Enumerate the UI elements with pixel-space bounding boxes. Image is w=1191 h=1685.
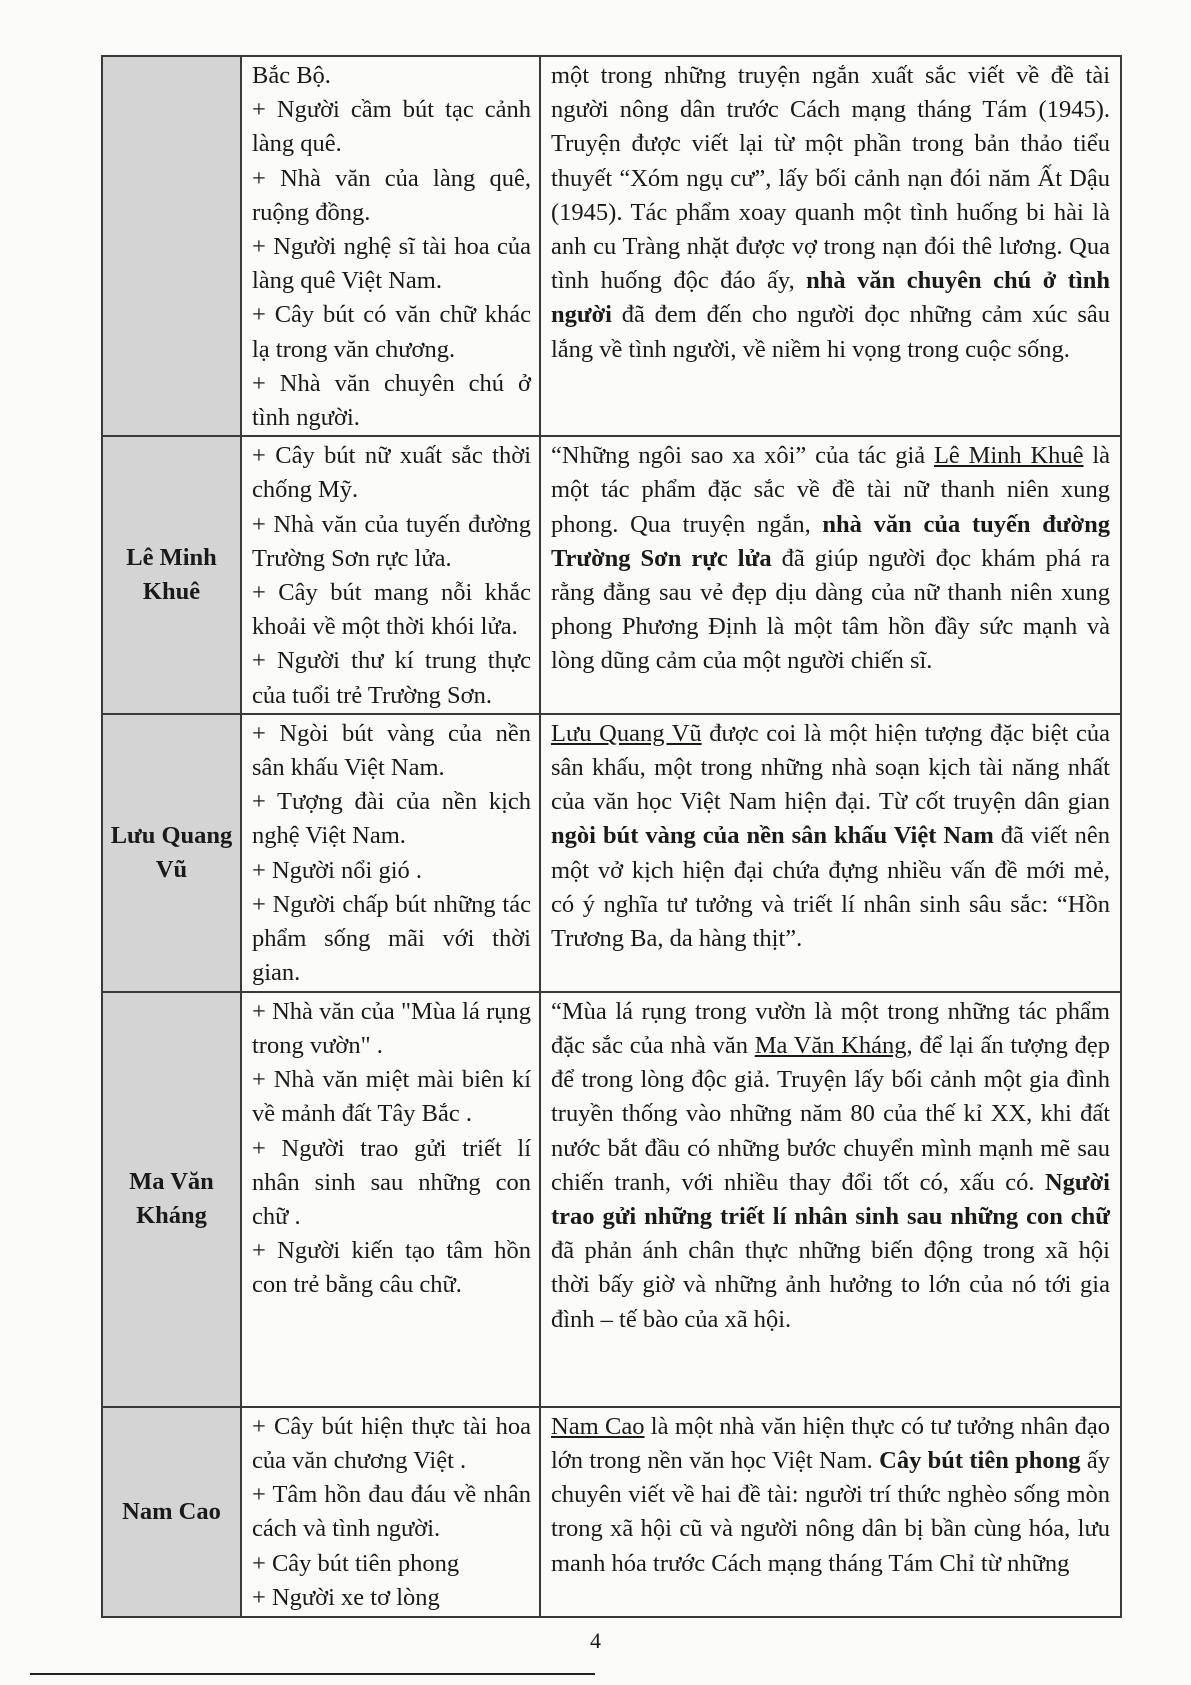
description-bold-phrase: nhà văn của tuyến đường Trường Sơn rực lửa bbox=[551, 510, 1110, 572]
description-text: đã giúp người đọc khám phá ra rằng đằng sau vẻ đẹp dịu dàng của nữ thanh niên xung phong Phương Định là một tâm hồn đầy sức mạnh và lòng dũng cảm của một người chiến sĩ. bbox=[551, 544, 1111, 675]
epithet-item: + Người nổi gió . bbox=[252, 856, 423, 884]
author-name-underlined: Nam Cao bbox=[551, 1412, 645, 1440]
epithet-item: + Người xe tơ lòng bbox=[252, 1583, 440, 1611]
description-text: ấy chuyên viết về hai đề tài: người trí thức nghèo sống mòn trong xã hội cũ và người nông dân bị bần cùng hóa, lưu manh hóa trước Cách mạng tháng Tám Chỉ từ những bbox=[551, 1447, 1110, 1577]
description-cell bbox=[540, 992, 1121, 1407]
epithet-item: + Cây bút tiên phong bbox=[252, 1549, 460, 1577]
epithets-cell bbox=[241, 1407, 540, 1617]
epithet-item: Bắc Bộ. bbox=[252, 62, 331, 89]
epithet-item: + Nhà văn của làng quê, ruộng đồng. bbox=[252, 164, 531, 226]
description-bold-phrase: Cây bút tiên phong bbox=[879, 1447, 1081, 1475]
table-row bbox=[102, 714, 1121, 992]
epithet-item: + Cây bút mang nỗi khắc khoải về một thời khói lửa. bbox=[252, 579, 531, 641]
description-text: là một nhà văn hiện thực có tư tưởng nhân đạo lớn trong nền văn học Việt Nam. bbox=[551, 1412, 1111, 1475]
author-name-cell: Ma Văn Kháng bbox=[102, 992, 241, 1407]
description-cell bbox=[540, 1407, 1121, 1617]
description-text: một trong những truyện ngắn xuất sắc viết về đề tài người nông dân trước Cách mạng tháng Tám (1945). Truyện được viết lại từ một phần trong bản thảo tiểu thuyết “Xóm ngụ cư”, lấy bối cảnh nạn đói năm Ất Dậu (1945). Tác phẩm xoay quanh một tình huống bi hài là anh cu Tràng nhặt được vợ trong nạn đói thê lương. Qua tình huống độc đáo ấy, bbox=[551, 62, 1110, 295]
author-name-cell bbox=[102, 56, 241, 436]
epithet-item: + Cây bút hiện thực tài hoa của văn chương Việt . bbox=[252, 1412, 531, 1475]
footer-divider bbox=[30, 1673, 595, 1675]
epithets-cell bbox=[241, 436, 540, 714]
epithet-item: + Nhà văn chuyên chú ở tình người. bbox=[252, 369, 531, 432]
description-text: đã phản ánh chân thực những biến động trong xã hội thời bấy giờ và những ảnh hưởng to lớn của nó tới gia đình – tế bào của xã hội. bbox=[551, 1237, 1110, 1333]
epithet-item: + Người chấp bút những tác phẩm sống mãi với thời gian. bbox=[252, 890, 531, 987]
description-text: được coi là một hiện tượng đặc biệt của sân khấu, một trong những nhà soạn kịch tài năng nhất của văn học Việt Nam hiện đại. Từ cốt truyện dân gian bbox=[551, 719, 1111, 816]
description-text: “Mùa lá rụng trong vườn là một trong những tác phẩm đặc sắc của nhà văn bbox=[551, 997, 1110, 1060]
description-bold-phrase: nhà văn chuyên chú ở tình người bbox=[551, 267, 1110, 329]
author-name-cell: Nam Cao bbox=[102, 1407, 241, 1617]
author-name-underlined: Ma Văn Kháng bbox=[754, 1032, 907, 1060]
description-text: , để lại ấn tượng đẹp để trong lòng độc giả. Truyện lấy bối cảnh một gia đình truyền thống vào những năm 80 của thế kỉ XX, khi đất nước bắt đầu có những bước chuyển mình mạnh mẽ sau chiến tranh, với nhiều thay đổi tốt có, xấu có. bbox=[551, 1032, 1111, 1196]
authors-table bbox=[101, 55, 1122, 1618]
table-row bbox=[102, 436, 1121, 714]
epithet-item: + Nhà văn của tuyến đường Trường Sơn rực lửa. bbox=[252, 510, 531, 572]
author-name-cell: Lưu Quang Vũ bbox=[102, 714, 241, 992]
epithets-cell bbox=[241, 714, 540, 992]
epithet-item: + Người nghệ sĩ tài hoa của làng quê Việt Nam. bbox=[252, 233, 531, 295]
epithet-item: + Người kiến tạo tâm hồn con trẻ bằng câu chữ. bbox=[252, 1237, 531, 1299]
epithet-item: + Người cầm bút tạc cảnh làng quê. bbox=[252, 96, 531, 158]
page-number: 4 bbox=[590, 1628, 601, 1653]
description-text: “Những ngôi sao xa xôi” của tác giả bbox=[551, 442, 934, 470]
epithet-item: + Nhà văn miệt mài biên kí về mảnh đất Tây Bắc . bbox=[252, 1066, 531, 1128]
author-name-underlined: Lưu Quang Vũ bbox=[551, 719, 702, 747]
epithet-item: + Người trao gửi triết lí nhân sinh sau những con chữ . bbox=[252, 1134, 531, 1231]
description-cell bbox=[540, 714, 1121, 992]
description-bold-phrase: Người trao gửi những triết lí nhân sinh sau những con chữ bbox=[551, 1168, 1110, 1231]
epithet-item: + Nhà văn của "Mùa lá rụng trong vườn" . bbox=[252, 997, 531, 1060]
epithet-item: + Tượng đài của nền kịch nghệ Việt Nam. bbox=[252, 788, 531, 850]
description-cell bbox=[540, 56, 1121, 436]
table-row bbox=[102, 992, 1121, 1407]
description-cell bbox=[540, 436, 1121, 714]
description-bold-phrase: ngòi bút vàng của nền sân khấu Việt Nam bbox=[551, 822, 994, 850]
epithets-cell bbox=[241, 56, 540, 436]
description-text: là một tác phẩm đặc sắc về đề tài nữ thanh niên xung phong. Qua truyện ngắn, bbox=[551, 442, 1111, 538]
table-row bbox=[102, 1407, 1121, 1617]
epithet-item: + Tâm hồn đau đáu về nhân cách và tình người. bbox=[252, 1481, 531, 1543]
epithet-item: + Ngòi bút vàng của nền sân khấu Việt Nam. bbox=[252, 719, 531, 782]
epithet-item: + Người thư kí trung thực của tuổi trẻ Trường Sơn. bbox=[252, 647, 531, 709]
epithet-item: + Cây bút nữ xuất sắc thời chống Mỹ. bbox=[252, 442, 531, 504]
description-text: đã viết nên một vở kịch hiện đại chứa đựng nhiều vấn đề mới mẻ, có ý nghĩa tư tưởng và triết lí nhân sinh sâu sắc: “Hồn Trương Ba, da hàng thịt”. bbox=[551, 822, 1110, 953]
description-text: đã đem đến cho người đọc những cảm xúc sâu lắng về tình người, về niềm hi vọng trong cuộc sống. bbox=[551, 301, 1110, 363]
author-name-cell: Lê Minh Khuê bbox=[102, 436, 241, 714]
table-row bbox=[102, 56, 1121, 436]
author-name-underlined: Lê Minh Khuê bbox=[933, 442, 1084, 470]
epithets-cell bbox=[241, 992, 540, 1407]
epithet-item: + Cây bút có văn chữ khác lạ trong văn chương. bbox=[252, 301, 531, 363]
